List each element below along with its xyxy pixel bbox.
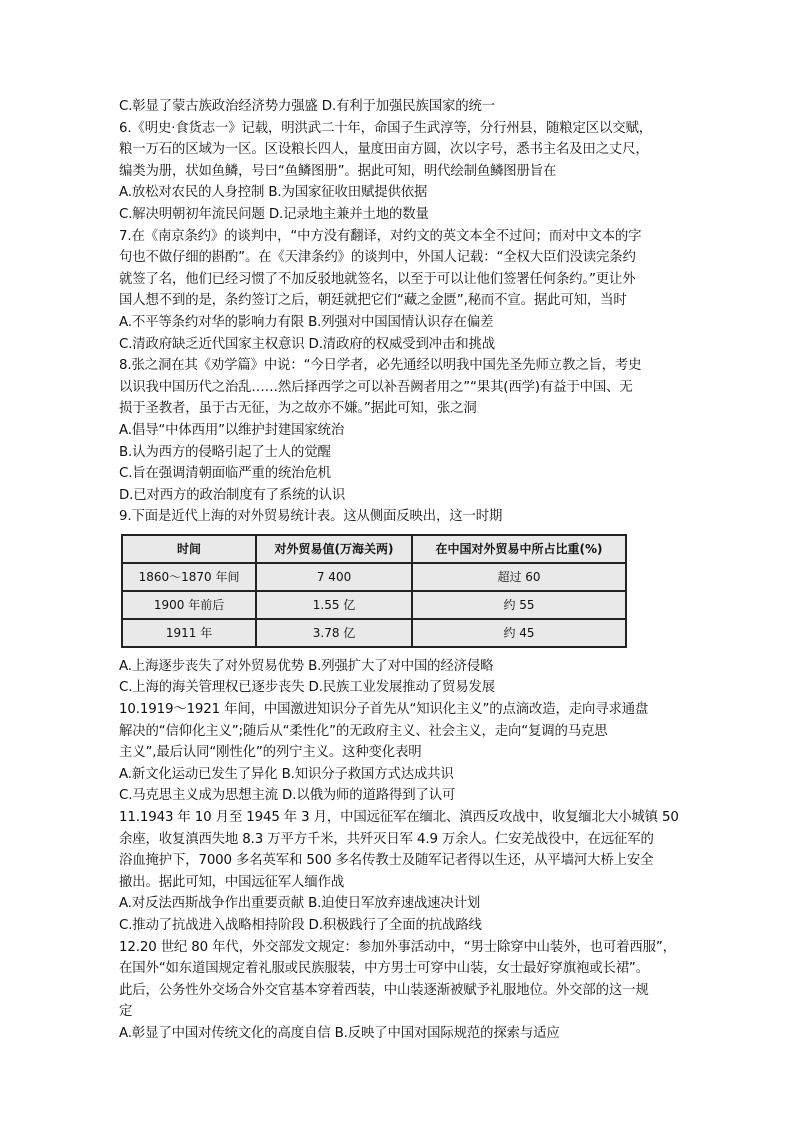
text-block-top [119, 96, 689, 528]
text-line: 句也不做仔细的斟酌”。在《天津条约》的谈判中，外国人记载：“全权大臣们没读完条约 [119, 250, 636, 266]
table-header: 对外贸易值(万海关两) [256, 535, 412, 563]
text-line: 11.1943 年 10 月至 1945 年 3 月，中国远征军在缅北、滇西反攻战中，收复缅北大小城镇 50 [119, 810, 679, 826]
text-line: C.马克思主义成为思想主流 D.以俄为师的道路得到了认可 [119, 788, 456, 804]
table-cell: 约 55 [412, 591, 626, 619]
text-line: 粮一万石的区域为一区。区设粮长四人，量度田亩方圆，次以字号，悉书主名及田之丈尺， [119, 142, 649, 158]
table-cell: 1.55 亿 [256, 591, 412, 619]
text-line: 10.1919～1921 年间，中国激进知识分子首先从“知识化主义”的点滴改造，走向寻求通盘 [119, 702, 649, 718]
text-line: 8.张之洞在其《劝学篇》中说：“今日学者，必先通经以明我中国先圣先师立教之旨，考史 [119, 358, 642, 374]
text-line: C.旨在强调清朝面临严重的统治危机 [119, 466, 331, 482]
table-cell: 1860～1870 年间 [122, 563, 256, 591]
text-line: D.已对西方的政治制度有了系统的认识 [119, 487, 346, 503]
table-cell: 约 45 [412, 619, 626, 647]
table-row [122, 563, 626, 591]
text-line: 在国外“如东道国规定着礼服或民族服装，中方男士可穿中山装，女士最好穿旗袍或长裙”。 [119, 961, 649, 977]
text-line: 撤出。据此可知，中国远征军人缅作战 [119, 874, 345, 890]
text-line: C.上海的海关管理权已逐步丧失 D.民族工业发展推动了贸易发展 [119, 680, 495, 696]
text-line: C.清政府缺乏近代国家主权意识 D.清政府的权威受到冲击和挑战 [119, 336, 495, 352]
text-line: C.彰显了蒙古族政治经济势力强盛 D.有利于加强民族国家的统一 [119, 99, 495, 114]
text-line: 此后，公务性外交场合外交官基本穿着西装，中山装逐渐被赋予礼服地位。外交部的这一规 [119, 982, 649, 998]
text-line: C.解决明朝初年流民问题 D.记录地主兼并土地的数量 [119, 206, 429, 222]
table-cell: 1911 年 [122, 619, 256, 647]
text-line: C.推动了抗战进入战略相持阶段 D.积极践行了全面的抗战路线 [119, 918, 482, 933]
table-header: 在中国对外贸易中所占比重(%) [412, 535, 626, 563]
text-line: 国人想不到的是，条约签订之后，朝廷就把它们“藏之金匮”,秘而不宣。据此可知，当时 [119, 293, 627, 309]
text-line: 余座，收复滇西失地 8.3 万平方千米，共歼灭日军 4.9 万余人。仁安羌战役中，在远征军的 [119, 831, 654, 847]
table-row [122, 591, 626, 619]
text-line: 12.20 世纪 80 年代，外交部发文规定：参加外事活动中，“男士除穿中山装外，也可着西服”， [119, 939, 676, 955]
text-line: A.倡导“中体西用”以维护封建国家统治 [119, 422, 345, 438]
table-cell: 1900 年前后 [122, 591, 256, 619]
table-cell: 7 400 [256, 563, 412, 591]
text-line: 主义”,最后认同“刚性化”的列宁主义。这种变化表明 [119, 745, 422, 761]
text-line: 解决的“信仰化主义”;随后从“柔性化”的无政府主义、社会主义，走向“复调的马克思 [119, 723, 608, 739]
text-line: A.彰显了中国对传统文化的高度自信 B.反映了中国对国际规范的探索与适应 [119, 1025, 560, 1041]
text-line: 编类为册，状如鱼鳞，号曰“鱼鳞图册”。据此可知，明代绘制鱼鳞图册旨在 [119, 163, 557, 179]
text-line: 以识我中国历代之治乱……然后择西学之可以补吾阙者用之”“果其(西学)有益于中国、无 [119, 379, 633, 395]
text-block-bottom [119, 656, 689, 1045]
table-cell: 超过 60 [412, 563, 626, 591]
text-line: 损于圣教者，虽于古无征，为之故亦不嫌。”据此可知，张之洞 [119, 401, 477, 417]
table-row [122, 619, 626, 647]
text-line: 9.下面是近代上海的对外贸易统计表。这从侧面反映出，这一时期 [119, 509, 503, 525]
text-line: 定 [119, 1004, 133, 1020]
text-line: 就签了名，他们已经习惯了不加反驳地就签名，以至于可以让他们签署任何条约。”更让外 [119, 271, 636, 287]
table-header: 时间 [122, 535, 256, 563]
text-line: 6.《明史·食货志一》记载，明洪武二十年，命国子生武淳等，分行州县，随粮定区以交赋， [119, 120, 652, 136]
exam-page [119, 96, 689, 1045]
text-line: A.放松对农民的人身控制 B.为国家征收田赋提供依据 [119, 185, 428, 201]
text-line: 浴血掩护下，7000 多名英军和 500 多名传教士及随军记者得以生还，从平墙河大桥上安全 [119, 853, 654, 869]
text-line: A.新文化运动已发生了异化 B.知识分子救国方式达成共识 [119, 766, 454, 782]
table-cell: 3.78 亿 [256, 619, 412, 647]
text-line: A.不平等条约对华的影响力有限 B.列强对中国国情认识存在偏差 [119, 314, 494, 330]
table-header-row [122, 535, 626, 563]
text-line: A.上海逐步丧失了对外贸易优势 B.列强扩大了对中国的经济侵略 [119, 658, 494, 674]
trade-statistics-table [121, 534, 627, 648]
text-line: B.认为西方的侵略引起了士人的觉醒 [119, 444, 331, 460]
text-line: 7.在《南京条约》的谈判中，“中方没有翻译，对约文的英文本全不过问；而对中文本的字 [119, 228, 642, 244]
text-line: A.对反法西斯战争作出重要贡献 B.迫使日军放弃速战速决计划 [119, 896, 481, 912]
